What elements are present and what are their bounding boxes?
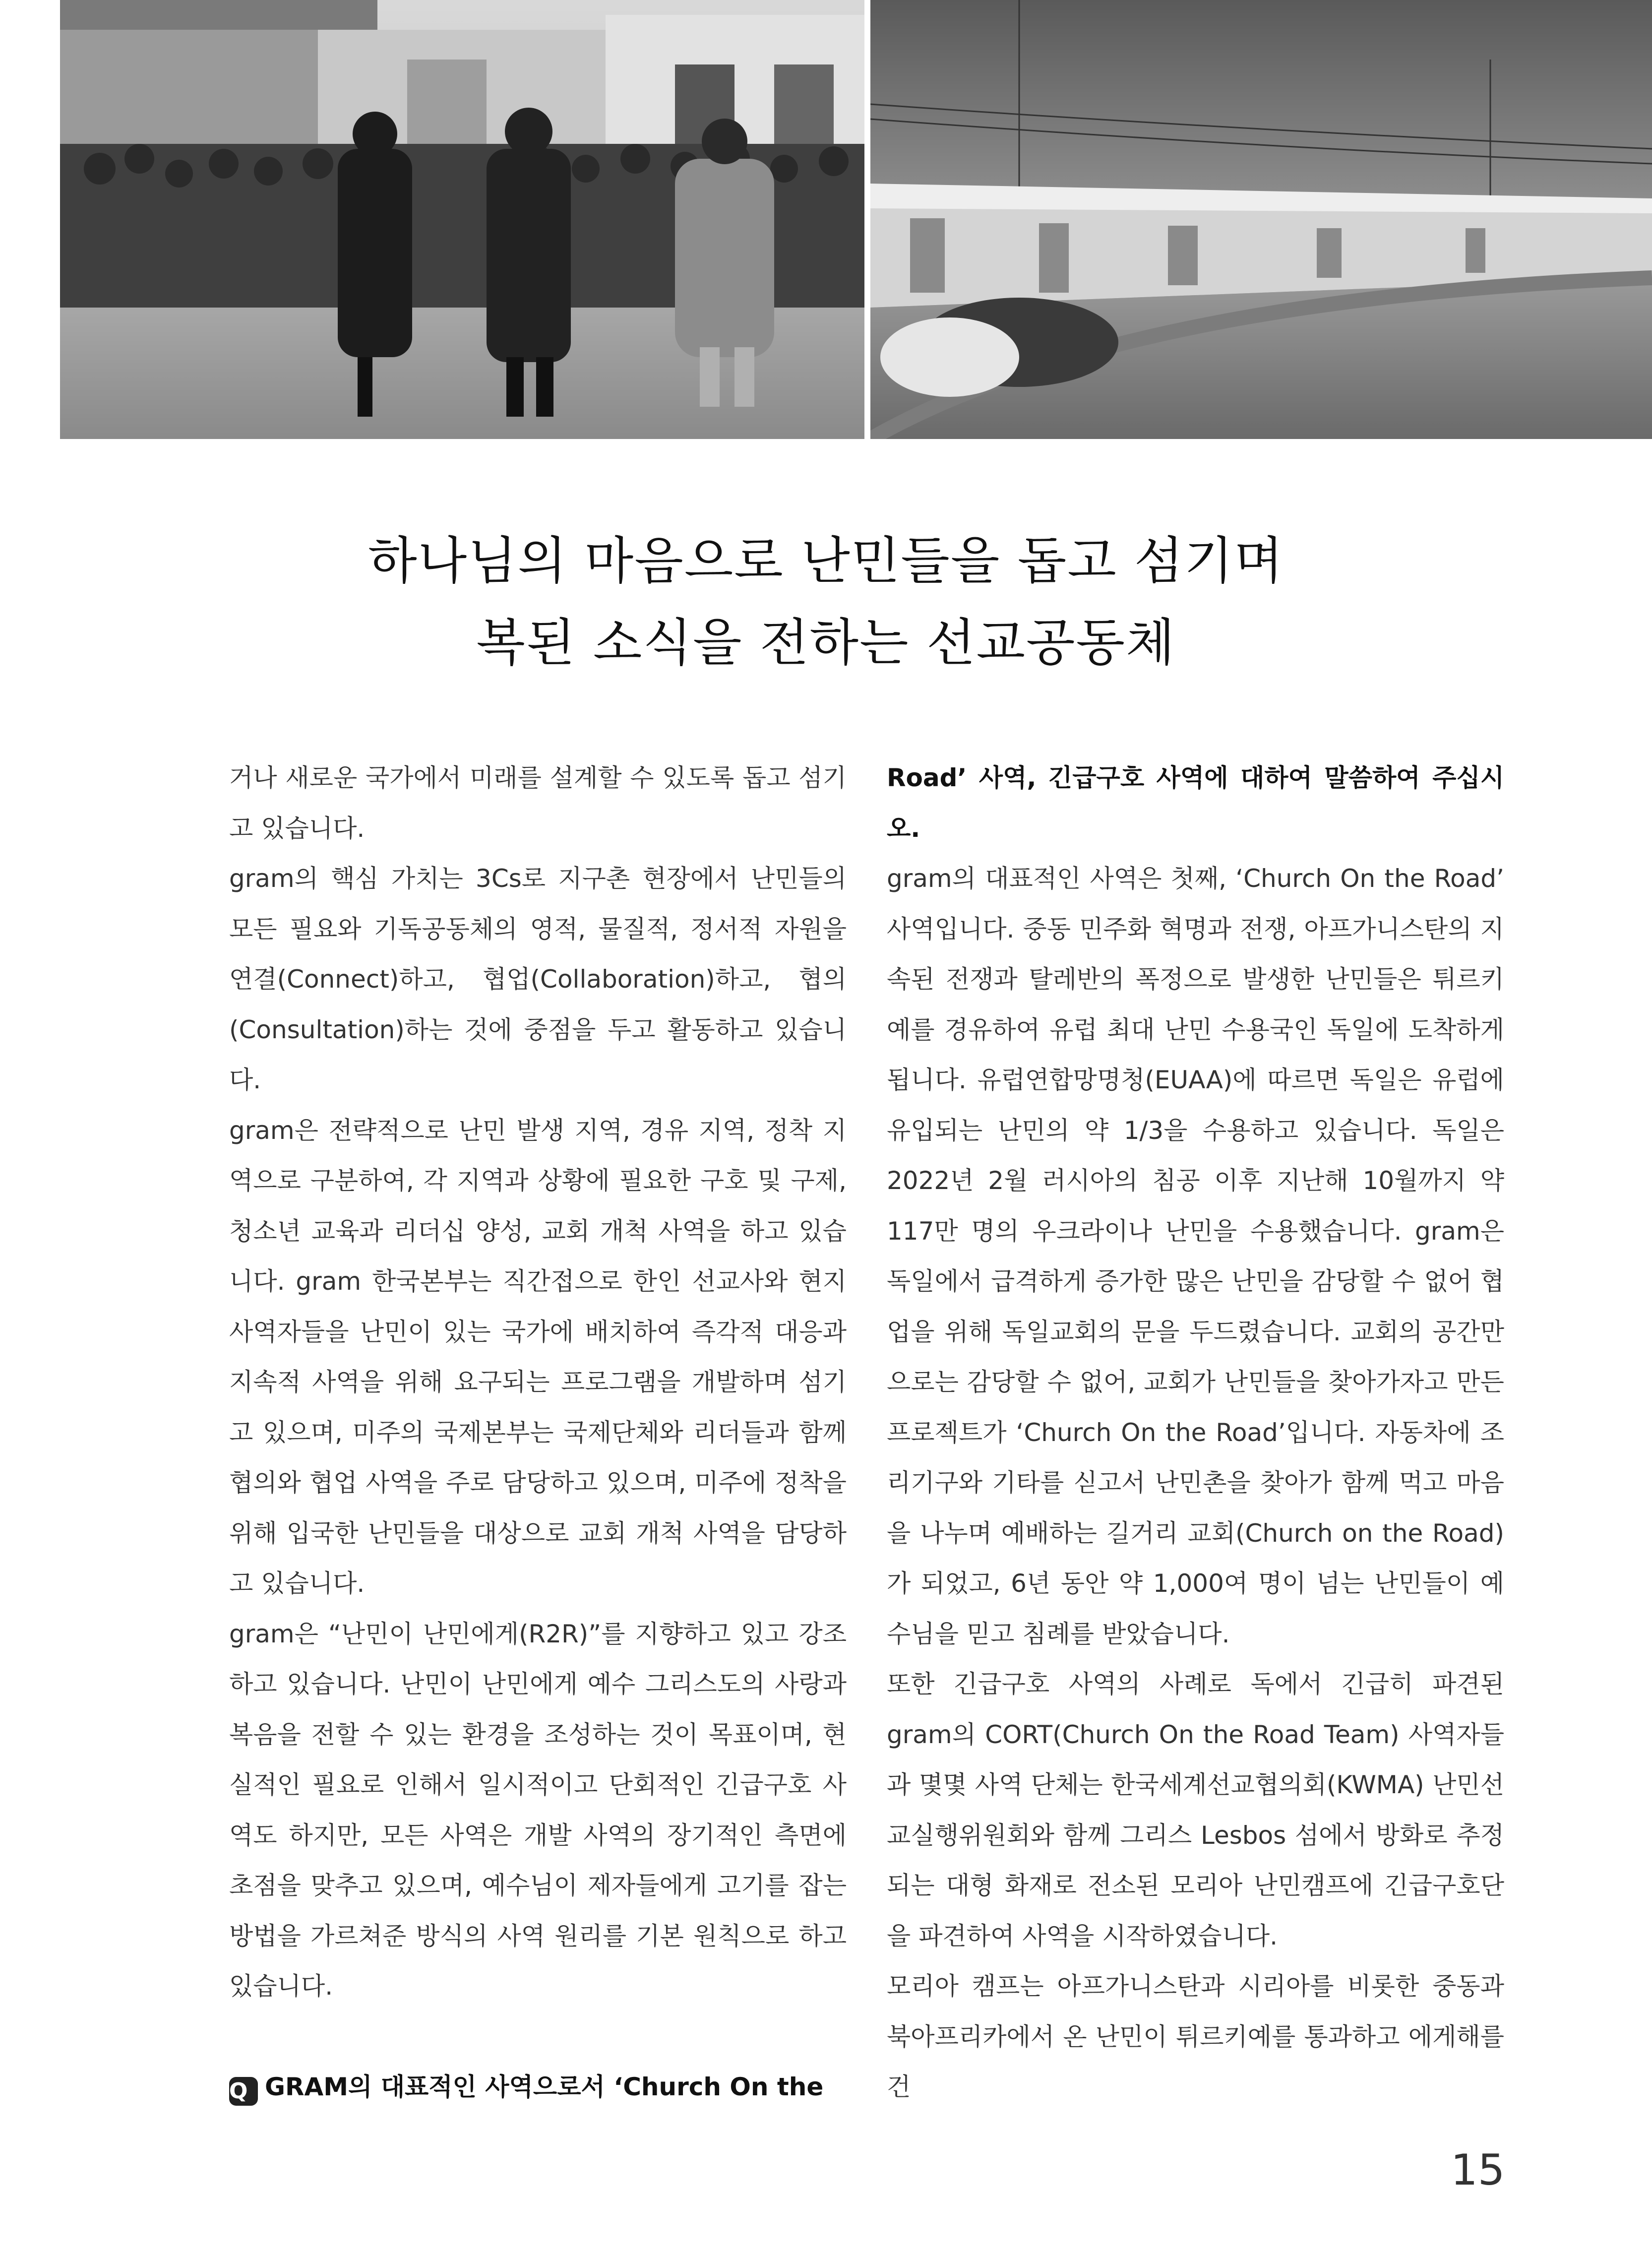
article-title-line-2: 복된 소식을 전하는 선교공동체 [476, 614, 1176, 673]
left-paragraph-2: gram의 핵심 가치는 3Cs로 지구촌 현장에서 난민들의 모든 필요와 기독공동체의 영적, 물질적, 정서적 자원을 연결(Connect)하고, 협업(Collaboration)하고, 협의(Consultation)하는 것에 중점을 두고 활동하고 있습니다. [229, 864, 847, 1094]
left-paragraph-3: gram은 전략적으로 난민 발생 지역, 경유 지역, 정착 지역으로 구분하여, 각 지역과 상황에 필요한 구호 및 구제, 청소년 교육과 리더십 양성, 교회 개척 사역을 하고 있습니다. gram 한국본부는 직간접으로 한인 선교사와 현지 사역자들을 난민이 있는 국가에 배치하여 즉각적 대응과 지속적 사역을 위해 요구되는 프로그램을 개발하며 섬기고 있으며, 미주의 국제본부는 국제단체와 리더들과 함께 협의와 협업 사역을 주로 담당하고 있으며, 미주에 정착을 위해 입국한 난민들을 대상으로 교회 개척 사역을 담당하고 있습니다. [229, 1116, 847, 1598]
right-paragraph-3: 모리아 캠프는 아프가니스탄과 시리아를 비롯한 중동과 북아프리카에서 온 난민이 튀르키예를 통과하고 에게해를 건 [887, 1972, 1504, 2101]
right-text-column [887, 753, 1504, 2113]
left-paragraph-4: gram은 “난민이 난민에게(R2R)”를 지향하고 있고 강조하고 있습니다. 난민이 난민에게 예수 그리스도의 사랑과 복음을 전할 수 있는 환경을 조성하는 것이 목표이며, 현실적인 필요로 인해서 일시적이고 단회적인 긴급구호 사역도 하지만, 모든 사역은 개발 사역의 장기적인 측면에 초점을 맞추고 있으며, 예수님이 제자들에게 고기를 잡는 방법을 가르쳐준 방식의 사역 원리를 기본 원칙으로 하고 있습니다. [229, 1619, 847, 2001]
question-text-start: GRAM의 대표적인 사역으로서 ‘Church On the [265, 2072, 824, 2101]
q-badge-icon: Q [229, 2077, 258, 2106]
right-paragraph-1: gram의 대표적인 사역은 첫째, ‘Church On the Road’ 사역입니다. 중동 민주화 혁명과 전쟁, 아프가니스탄의 지속된 전쟁과 탈레반의 폭정으로 발생한 난민들은 튀르키예를 경유하여 유럽 최대 난민 수용국인 독일에 도착하게 됩니다. 유럽연합망명청(EUAA)에 따르면 독일은 유럽에 유입되는 난민의 약 1/3을 수용하고 있습니다. 독일은 2022년 2월 러시아의 침공 이후 지난해 10월까지 약 117만 명의 우크라이나 난민을 수용했습니다. gram은 독일에서 급격하게 증가한 많은 난민을 감당할 수 없어 협업을 위해 독일교회의 문을 두드렸습니다. 교회의 공간만으로는 감당할 수 없어, 교회가 난민들을 찾아가자고 만든 프로젝트가 ‘Church On the Road’입니다. 자동차에 조리기구와 기타를 싣고서 난민촌을 찾아가 함께 먹고 마음을 나누며 예배하는 길거리 교회(Church on the Road)가 되었고, 6년 동안 약 1,000여 명이 넘는 난민들이 예수님을 믿고 침례를 받았습니다. [887, 864, 1504, 1648]
article-title-line-1: 하나님의 마음으로 난민들을 돕고 섬기며 [368, 532, 1284, 591]
left-paragraph-1: 거나 새로운 국가에서 미래를 설계할 수 있도록 돕고 섬기고 있습니다. [229, 763, 847, 843]
page-number: 15 [1451, 2145, 1505, 2195]
question-heading-end: Road’ 사역, 긴급구호 사역에 대하여 말씀하여 주십시오. [887, 763, 1504, 843]
left-text-column [229, 753, 847, 2112]
spacer [229, 2012, 847, 2062]
question-heading-start [229, 2062, 847, 2113]
refugee-children-gathering-photo [60, 0, 864, 439]
refugee-camp-shelters-photo [870, 0, 1652, 439]
right-paragraph-2: 또한 긴급구호 사역의 사례로 독에서 긴급히 파견된 gram의 CORT(Church On the Road Team) 사역자들과 몇몇 사역 단체는 한국세계선교협의회(KWMA) 난민선교실행위원회와 함께 그리스 Lesbos 섬에서 방화로 추정되는 대형 화재로 전소된 모리아 난민캠프에 긴급구호단을 파견하여 사역을 시작하였습니다. [887, 1670, 1504, 1950]
